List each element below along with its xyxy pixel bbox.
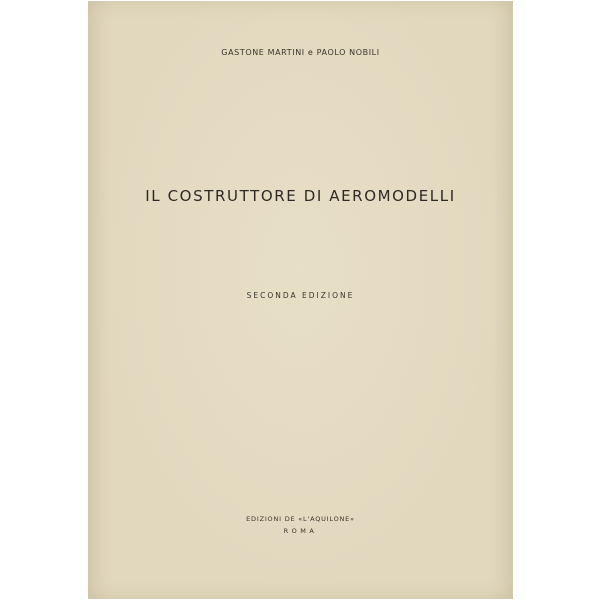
author-second: PAOLO NOBILI <box>316 48 380 57</box>
title-page <box>88 1 513 599</box>
publisher-name: EDIZIONI DE «L'AQUILONE» <box>246 515 355 523</box>
book-title: IL COSTRUTTORE DI AEROMODELLI <box>145 187 456 205</box>
authors-line <box>88 48 513 57</box>
edition-label: SECONDA EDIZIONE <box>246 291 355 300</box>
author-conjunction: e <box>307 48 314 57</box>
publisher-city: ROMA <box>283 527 318 535</box>
author-first: GASTONE MARTINI <box>221 48 305 57</box>
